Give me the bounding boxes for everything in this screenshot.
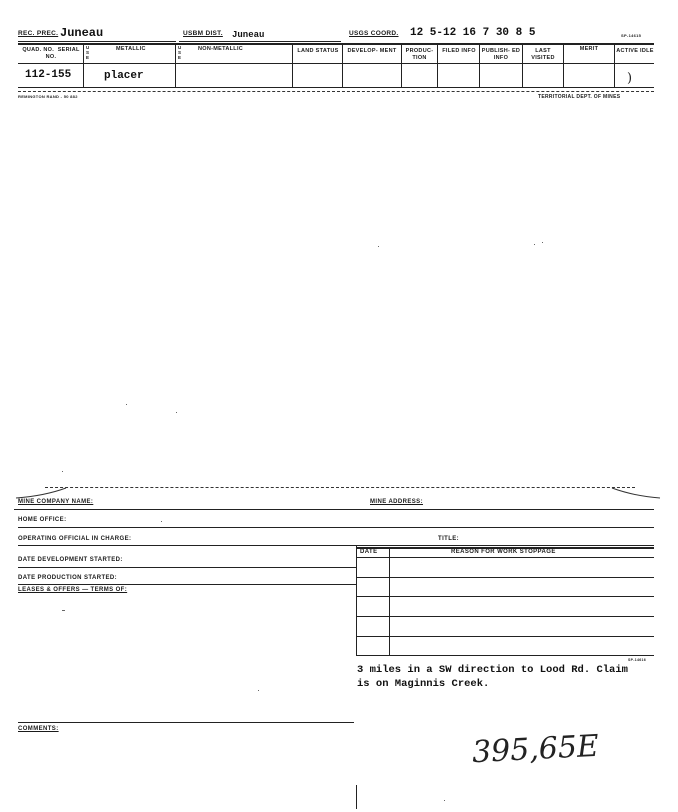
col-land-status: LAND STATUS	[297, 48, 339, 54]
printer-imprint: REMINGTON RAND - 50 882	[18, 94, 78, 99]
mine-address-label: MINE ADDRESS:	[370, 499, 423, 505]
operating-official-label: OPERATING OFFICIAL IN CHARGE:	[18, 536, 132, 542]
rec-prec-label: REC. PREC.	[18, 30, 59, 37]
form-number-bottom: SP-14616	[628, 658, 646, 662]
col-merit: MERIT	[579, 46, 599, 52]
col-quad-serial: QUAD. NO. SERIAL NO.	[22, 47, 80, 60]
form-number-top: SP-14615	[621, 33, 642, 38]
usgs-coord-value: 12 5-12 16 7 30 8 5	[410, 27, 536, 39]
date-production-started-label: DATE PRODUCTION STARTED:	[18, 575, 118, 581]
leases-offers-label: LEASES & OFFERS — TERMS OF:	[18, 587, 128, 593]
usgs-coord-label: USGS COORD.	[349, 30, 399, 37]
quad-serial-value: 112-155	[25, 69, 72, 81]
col-development: DEVELOP- MENT	[347, 48, 397, 54]
usbm-dist-label: USBM DIST.	[183, 30, 223, 37]
handwritten-code: 395,65E	[471, 728, 600, 771]
col-use-1: U S E	[86, 45, 90, 60]
date-development-started-label: DATE DEVELOPMENT STARTED:	[18, 557, 123, 563]
col-metallic: METALLIC	[116, 46, 146, 52]
title-label: TITLE:	[438, 536, 460, 542]
rec-prec-value: Juneau	[60, 26, 104, 40]
comments-label: COMMENTS:	[18, 726, 59, 732]
col-production: PRODUC- TION	[405, 48, 434, 61]
col-non-metallic: NON-METALLIC	[198, 46, 244, 52]
col-published-info: PUBLISH- ED INFO	[481, 48, 521, 61]
location-note-line-2: is on Maginnis Creek.	[357, 678, 490, 690]
usbm-dist-value: Juneau	[232, 30, 265, 40]
col-use-2: U S E	[178, 45, 182, 60]
stoppage-date-header: DATE	[360, 549, 378, 555]
active-idle-mark: )	[627, 71, 633, 86]
col-last-visited: LAST VISITED	[531, 48, 555, 61]
col-filed-info: FILED INFO	[442, 48, 476, 54]
stoppage-reason-header: REASON FOR WORK STOPPAGE	[451, 549, 556, 555]
col-active-idle: ACTIVE IDLE	[616, 48, 654, 54]
metallic-value: placer	[104, 70, 144, 82]
location-note-line-1: 3 miles in a SW direction to Lood Rd. Claim	[357, 664, 628, 676]
agency-imprint: TERRITORIAL DEPT. OF MINES	[538, 94, 621, 100]
mine-company-name-label: MINE COMPANY NAME:	[18, 499, 94, 505]
home-office-label: HOME OFFICE:	[18, 517, 67, 523]
card-edge-curve	[14, 484, 674, 504]
